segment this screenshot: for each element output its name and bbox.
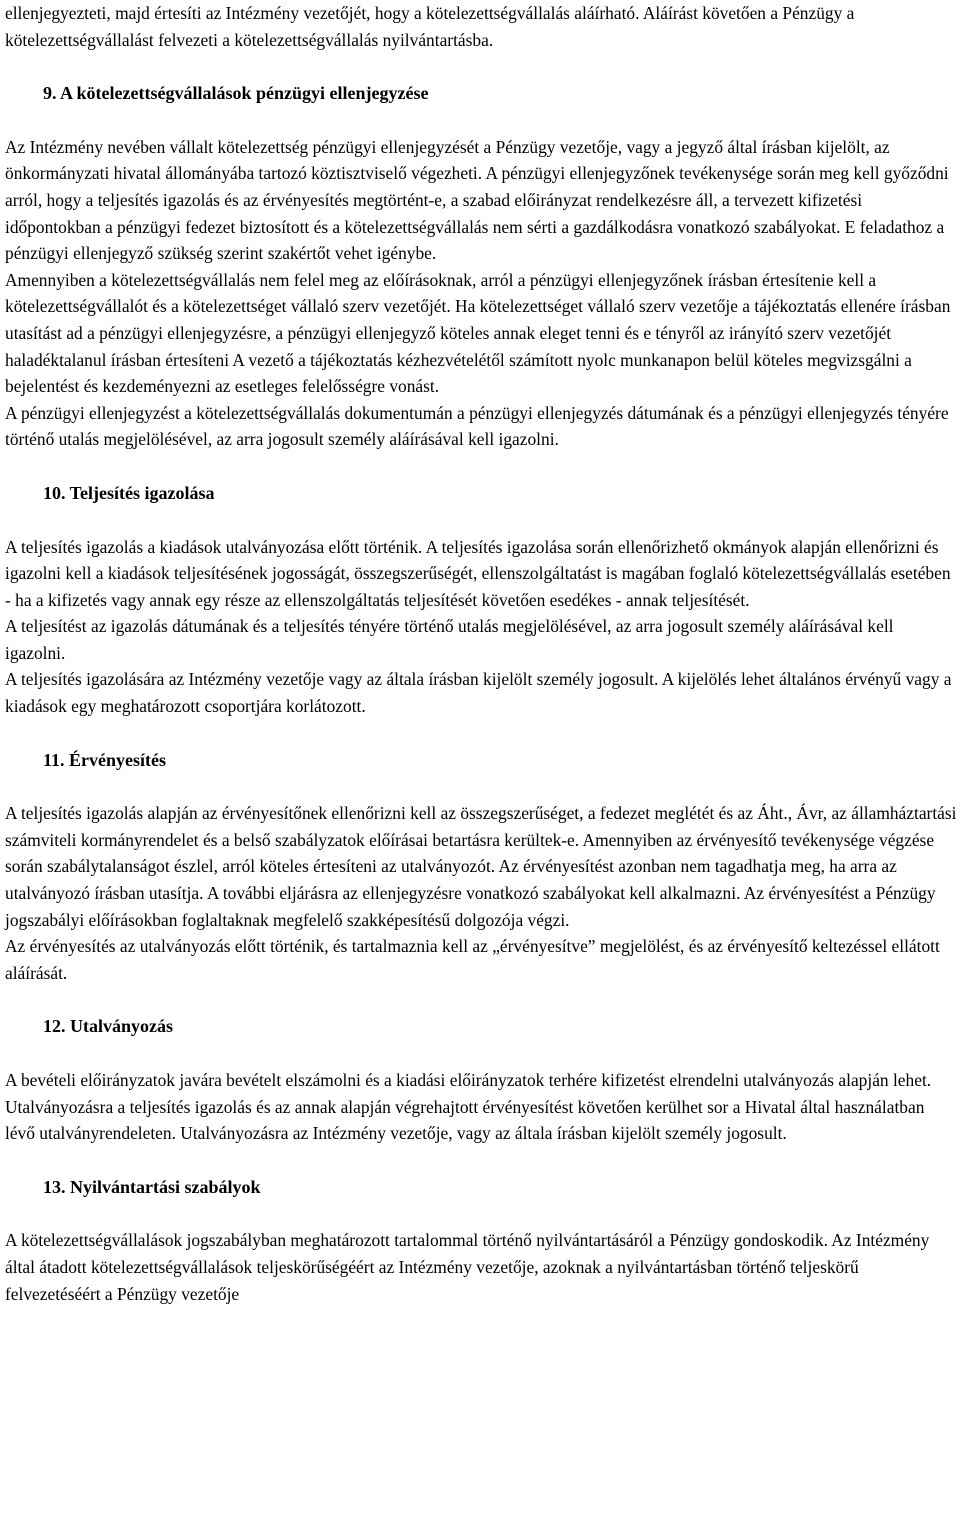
heading-section-12: 12. Utalványozás bbox=[43, 1016, 173, 1037]
heading-section-9: 9. A kötelezettségvállalások pénzügyi ellenjegyzése bbox=[43, 83, 429, 104]
paragraph-10-2: A teljesítést az igazolás dátumának és a teljesítés tényére történő utalás megjelölésével, az arra jogosult személy aláírásával kell igazolni. bbox=[5, 616, 894, 663]
paragraph-intro: ellenjegyezteti, majd értesíti az Intézmény vezetőjét, hogy a kötelezettségvállalás aláírható. Aláírást követően a Pénzügy a kötelezettségvállalást felvezeti a kötelezettségvállalás nyilvántartásba. bbox=[5, 3, 855, 50]
paragraph-11-2: Az érvényesítés az utalványozás előtt történik, és tartalmaznia kell az „érvényesítve” megjelölést, és az érvényesítő keltezéssel ellátott aláírását. bbox=[5, 936, 940, 983]
paragraph-10-3: A teljesítés igazolására az Intézmény vezetője vagy az általa írásban kijelölt személy jogosult. A kijelölés lehet általános érvényű vagy a kiadások egy meghatározott csoportjára korlátozott. bbox=[5, 669, 952, 717]
paragraph-11-1: A teljesítés igazolás alapján az érvényesítőnek ellenőrizni kell az összegszerűséget, a fedezet meglétét és az Áht., Ávr, az államháztartási számviteli kormányrendelet és a belső szabályzatok előírásai betartásra kerültek-e. Amennyiben az érvényesítő tevékenysége végzése során szabálytalanságot észlel, arról köteles értesíteni az utalványozót. Az érvényesítést azonban nem tagadhatja meg, ha arra az utalványozó írásban utasítja. A további eljárásra az ellenjegyzésre vonatkozó szabályokat kell alkalmazni. Az érvényesítést a Pénzügy jogszabályi előírásokban foglaltaknak megfelelő szakképesítésű dolgozója végzi. bbox=[5, 803, 957, 930]
document-page bbox=[5, 0, 957, 1307]
paragraph-13-1: A kötelezettségvállalások jogszabályban meghatározott tartalommal történő nyilvántartásáról a Pénzügy gondoskodik. Az Intézmény által átadott kötelezettségvállalások teljeskörűségéért az Intézmény vezetője, azoknak a nyilvántartásban történő teljeskörű felvezetéséért a Pénzügy vezetője bbox=[5, 1230, 930, 1304]
heading-section-13: 13. Nyilvántartási szabályok bbox=[43, 1176, 261, 1197]
paragraph-9-1: Az Intézmény nevében vállalt kötelezettség pénzügyi ellenjegyzését a Pénzügy vezetője, vagy a jegyző által írásban kijelölt, az önkormányzati hivatal állományába tartozó köztisztviselő végezheti. A pénzügyi ellenjegyzőnek tevékenysége során meg kell győződni arról, hogy a teljesítés igazolás és az érvényesítés megtörtént-e, a szabad előirányzat rendelkezésre áll, a tervezett kifizetési időpontokban a pénzügyi fedezet biztosított és a kötelezettségvállalás nem sérti a gazdálkodásra vonatkozó szabályokat. E feladathoz a pénzügyi ellenjegyző szükség szerint szakértőt vehet igénybe. bbox=[5, 136, 949, 264]
paragraph-10-1: A teljesítés igazolás a kiadások utalványozása előtt történik. A teljesítés igazolása során ellenőrizhető okmányok alapján ellenőrizni és igazolni kell a kiadások teljesítésének jogosságát, összegszerűségét, ellenszolgáltatást is magában foglaló kötelezettségvállalás esetében - ha a kifizetés vagy annak egy része az ellenszolgáltatás teljesítését követően esedékes - annak teljesítését. bbox=[5, 536, 951, 610]
heading-section-10: 10. Teljesítés igazolása bbox=[43, 482, 215, 503]
heading-section-11: 11. Érvényesítés bbox=[43, 749, 166, 770]
paragraph-9-2: Amennyiben a kötelezettségvállalás nem felel meg az előírásoknak, arról a pénzügyi ellenjegyzőnek írásban értesítenie kell a kötelezettségvállalót és a kötelezettséget vállaló szerv vezetőjét. Ha kötelezettséget vállaló szerv vezetője a tájékoztatás ellenére írásban utasítást ad a pénzügyi ellenjegyzésre, a pénzügyi ellenjegyző köteles annak eleget tenni és e tényről az irányító szerv vezetőjét haladéktalanul írásban értesíteni A vezető a tájékoztatás kézhezvételétől számított nyolc munkanapon belül köteles megvizsgálni a bejelentést és kezdeményezni az esetleges felelősségre vonást. bbox=[5, 269, 951, 397]
paragraph-9-3: A pénzügyi ellenjegyzést a kötelezettségvállalás dokumentumán a pénzügyi ellenjegyzés dátumának és a pénzügyi ellenjegyzés tényére történő utalás megjelölésével, az arra jogosult személy aláírásával kell igazolni. bbox=[5, 402, 949, 450]
paragraph-12-1: A bevételi előirányzatok javára bevételt elszámolni és a kiadási előirányzatok terhére kifizetést elrendelni utalványozás alapján lehet. Utalványozásra a teljesítés igazolás és az annak alapján végrehajtott érvényesítést követően kerülhet sor a Hivatal által használatban lévő utalványrendeleten. Utalványozásra az Intézmény vezetője, vagy az általa írásban kijelölt személy jogosult. bbox=[5, 1070, 932, 1144]
